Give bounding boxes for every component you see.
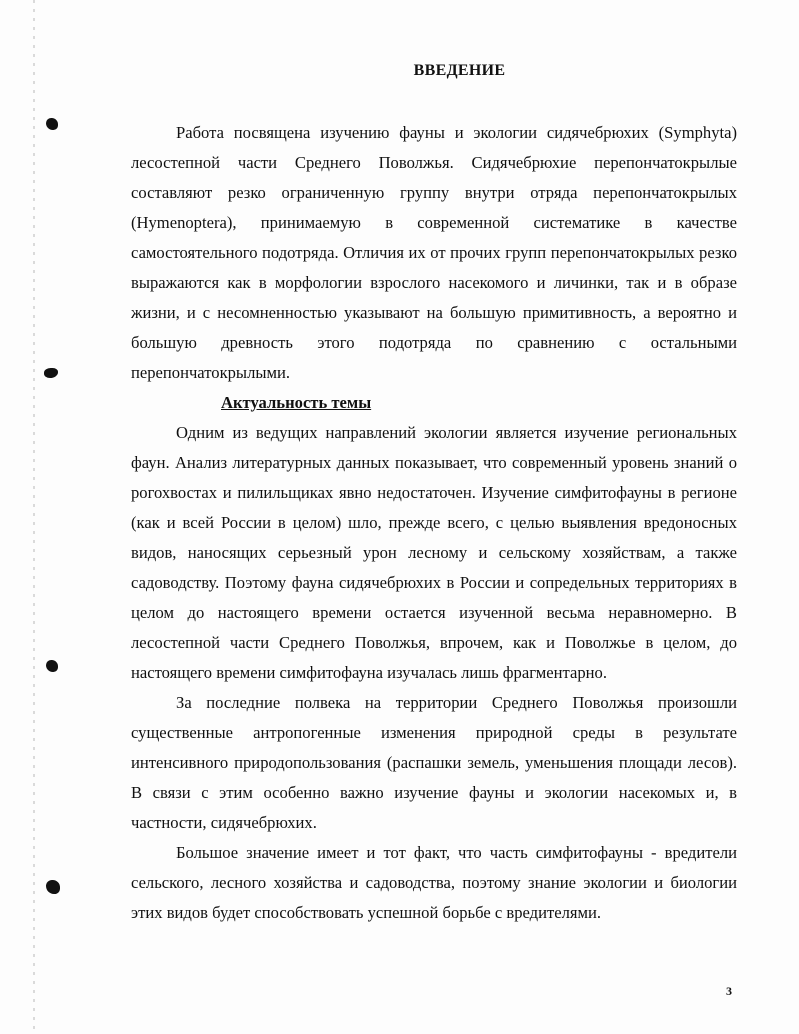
- section-heading: Актуальность темы: [221, 393, 372, 412]
- paragraph-anthropogenic: За последние полвека на территории Среднего Поволжья произошли существенные антропогенные изменения природной среды в результате интенсивного природопользования (распашки земель, уменьшения площади лесов). В связи с этим особенно важно изучение фауны и экологии насекомых и, в частности, сидячебрюхих.: [131, 693, 737, 832]
- punch-hole-mark: [44, 368, 58, 378]
- paragraph-relevance: Одним из ведущих направлений экологии является изучение региональных фаун. Анализ литературных данных показывает, что современный уровень знаний о рогохвостах и пилильщиках явно недостаточен. Изучение симфитофауны в регионе (как и всей России в целом) шло, прежде всего, с целью выявления вредоносных видов, наносящих серьезный урон лесному и сельскому хозяйствам, а также садоводству. Поэтому фауна сидячебрюхих в России и сопредельных территориях в целом до настоящего времени остается изученной весьма неравномерно. В лесостепной части Среднего Поволжья, впрочем, как и Поволжье в целом, до настоящего времени симфитофауна изучалась лишь фрагментарно.: [131, 423, 737, 682]
- binding-edge: [33, 0, 35, 1034]
- paragraph-intro: Работа посвящена изучению фауны и экологии сидячебрюхих (Symphyta) лесостепной части Среднего Поволжья. Сидячебрюхие перепончатокрылые составляют резко ограниченную группу внутри отряда перепончатокрылых (Hymenoptera), принимаемую в современной систематике в качестве самостоятельного подотряда. Отличия их от прочих групп перепончатокрылых резко выражаются как в морфологии взрослого насекомого и личинки, так и в образе жизни, и с несомненностью указывают на большую примитивность, а вероятно и большую древность этого подотряда по сравнению с остальными перепончатокрылыми.: [131, 123, 737, 382]
- punch-hole-mark: [46, 660, 58, 672]
- page-title: ВВЕДЕНИЕ: [413, 62, 506, 79]
- body-text: [131, 118, 737, 928]
- paragraph-pests: Большое значение имеет и тот факт, что часть симфитофауны - вредители сельского, лесного хозяйства и садоводства, поэтому знание экологии и биологии этих видов будет способствовать успешной борьбе с вредителями.: [131, 843, 737, 922]
- punch-hole-mark: [46, 880, 60, 894]
- punch-hole-mark: [46, 118, 58, 130]
- page-number: 3: [726, 984, 732, 998]
